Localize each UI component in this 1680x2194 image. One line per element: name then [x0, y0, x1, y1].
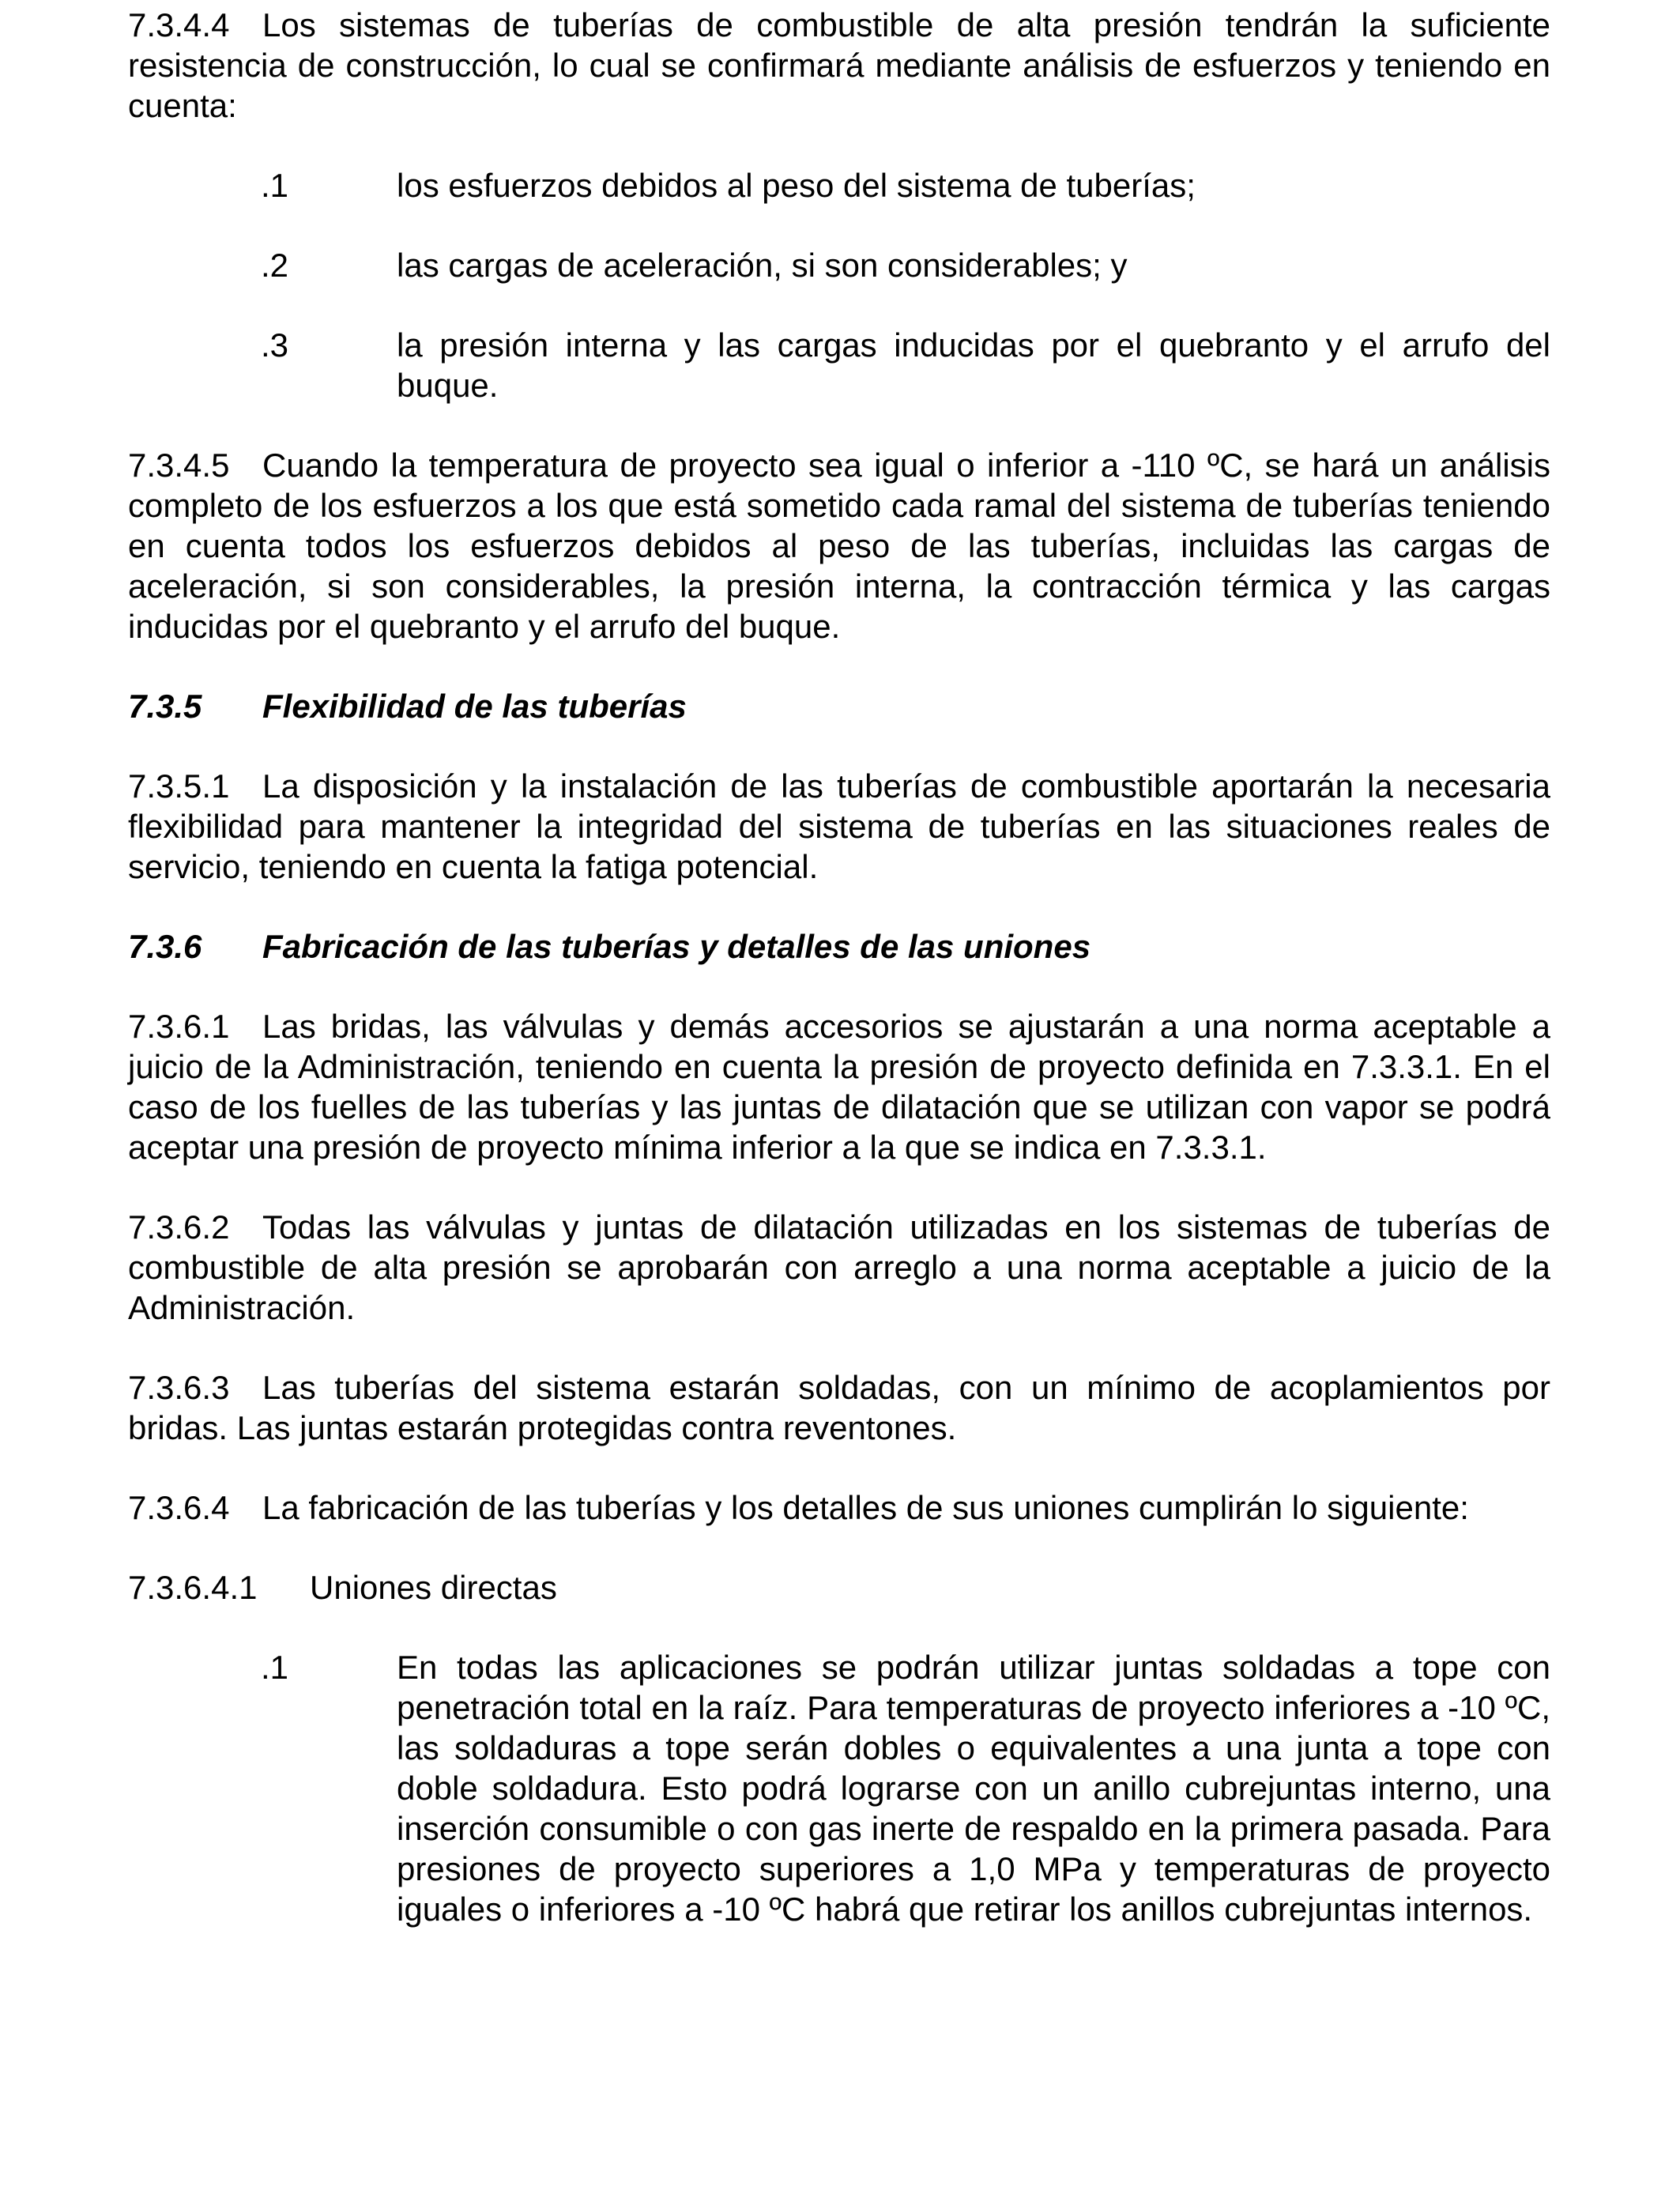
list-item-marker: .1 — [261, 167, 289, 204]
paragraph-text: Cuando la temperatura de proyecto sea igual o inferior a -110 ºC, se hará un análisis completo de los esfuerzos a los que está sometido cada ramal del sistema de tuberías teniendo en cuenta todos los esfuerzos debidos al peso de las tuberías, incluidas las cargas de aceleración, si son considerables, la presión interna, la contracción térmica y las cargas inducidas por el quebranto y el arrufo del buque. — [128, 447, 1550, 645]
document-body — [128, 5, 1550, 1969]
heading-title: Flexibilidad de las tuberías — [262, 688, 687, 725]
paragraph-7-3-6-3 — [128, 1367, 1550, 1448]
paragraph-text: La disposición y la instalación de las tuberías de combustible aportarán la necesaria flexibilidad para mantener la integridad del sistema de tuberías en las situaciones reales de servicio, teniendo en cuenta la fatiga potencial. — [128, 767, 1550, 885]
heading-title: Fabricación de las tuberías y detalles de las uniones — [262, 928, 1091, 965]
paragraph-7-3-4-4 — [128, 5, 1550, 126]
list-item — [128, 245, 1550, 285]
paragraph-number: 7.3.4.5 — [128, 447, 230, 484]
paragraph-number: 7.3.4.4 — [128, 6, 230, 43]
section-heading-7-3-5 — [128, 686, 1550, 726]
heading-number: 7.3.6 — [128, 928, 202, 965]
list-item — [128, 1647, 1550, 1929]
paragraph-number: 7.3.6.2 — [128, 1208, 230, 1246]
paragraph-number: 7.3.6.1 — [128, 1008, 230, 1045]
list-item-marker: .3 — [261, 326, 289, 364]
list-item-marker: .1 — [261, 1649, 289, 1686]
list-item-text: los esfuerzos debidos al peso del sistema de tuberías; — [397, 167, 1196, 204]
paragraph-7-3-6-4-1 — [128, 1567, 1550, 1608]
list-item-marker: .2 — [261, 247, 289, 284]
paragraph-number: 7.3.6.3 — [128, 1369, 230, 1406]
heading-number: 7.3.5 — [128, 688, 202, 725]
paragraph-7-3-4-5 — [128, 445, 1550, 647]
list-item-text: las cargas de aceleración, si son considerables; y — [397, 247, 1128, 284]
list-item — [128, 165, 1550, 205]
paragraph-text: Las tuberías del sistema estarán soldadas, con un mínimo de acoplamientos por bridas. Las juntas estarán protegidas contra reventones. — [128, 1369, 1550, 1446]
paragraph-7-3-6-2 — [128, 1207, 1550, 1328]
paragraph-text: La fabricación de las tuberías y los detalles de sus uniones cumplirán lo siguiente: — [262, 1489, 1469, 1526]
paragraph-number: 7.3.6.4.1 — [128, 1569, 258, 1606]
list-item-text: En todas las aplicaciones se podrán utilizar juntas soldadas a tope con penetración total en la raíz. Para temperaturas de proyecto inferiores a -10 ºC, las soldaduras a tope serán dobles o equivalentes a una junta a tope con doble soldadura. Esto podrá lograrse con un anillo cubrejuntas interno, una inserción consumible o con gas inerte de respaldo en la primera pasada. Para presiones de proyecto superiores a 1,0 MPa y temperaturas de proyecto iguales o inferiores a -10 ºC habrá que retirar los anillos cubrejuntas internos. — [397, 1649, 1550, 1928]
paragraph-7-3-6-4 — [128, 1487, 1550, 1528]
list-item — [128, 325, 1550, 405]
paragraph-text: Uniones directas — [310, 1569, 557, 1606]
paragraph-number: 7.3.5.1 — [128, 767, 230, 805]
section-heading-7-3-6 — [128, 926, 1550, 967]
paragraph-7-3-6-1 — [128, 1006, 1550, 1167]
list-item-text: la presión interna y las cargas inducidas por el quebranto y el arrufo del buque. — [397, 326, 1550, 404]
paragraph-number: 7.3.6.4 — [128, 1489, 230, 1526]
paragraph-text: Todas las válvulas y juntas de dilatación utilizadas en los sistemas de tuberías de combustible de alta presión se aprobarán con arreglo a una norma aceptable a juicio de la Administración. — [128, 1208, 1550, 1326]
paragraph-text: Las bridas, las válvulas y demás accesorios se ajustarán a una norma aceptable a juicio de la Administración, teniendo en cuenta la presión de proyecto definida en 7.3.3.1. En el caso de los fuelles de las tuberías y las juntas de dilatación que se utilizan con vapor se podrá aceptar una presión de proyecto mínima inferior a la que se indica en 7.3.3.1. — [128, 1008, 1550, 1166]
paragraph-text: Los sistemas de tuberías de combustible de alta presión tendrán la suficiente resistencia de construcción, lo cual se confirmará mediante análisis de esfuerzos y teniendo en cuenta: — [128, 6, 1550, 124]
paragraph-7-3-5-1 — [128, 766, 1550, 887]
